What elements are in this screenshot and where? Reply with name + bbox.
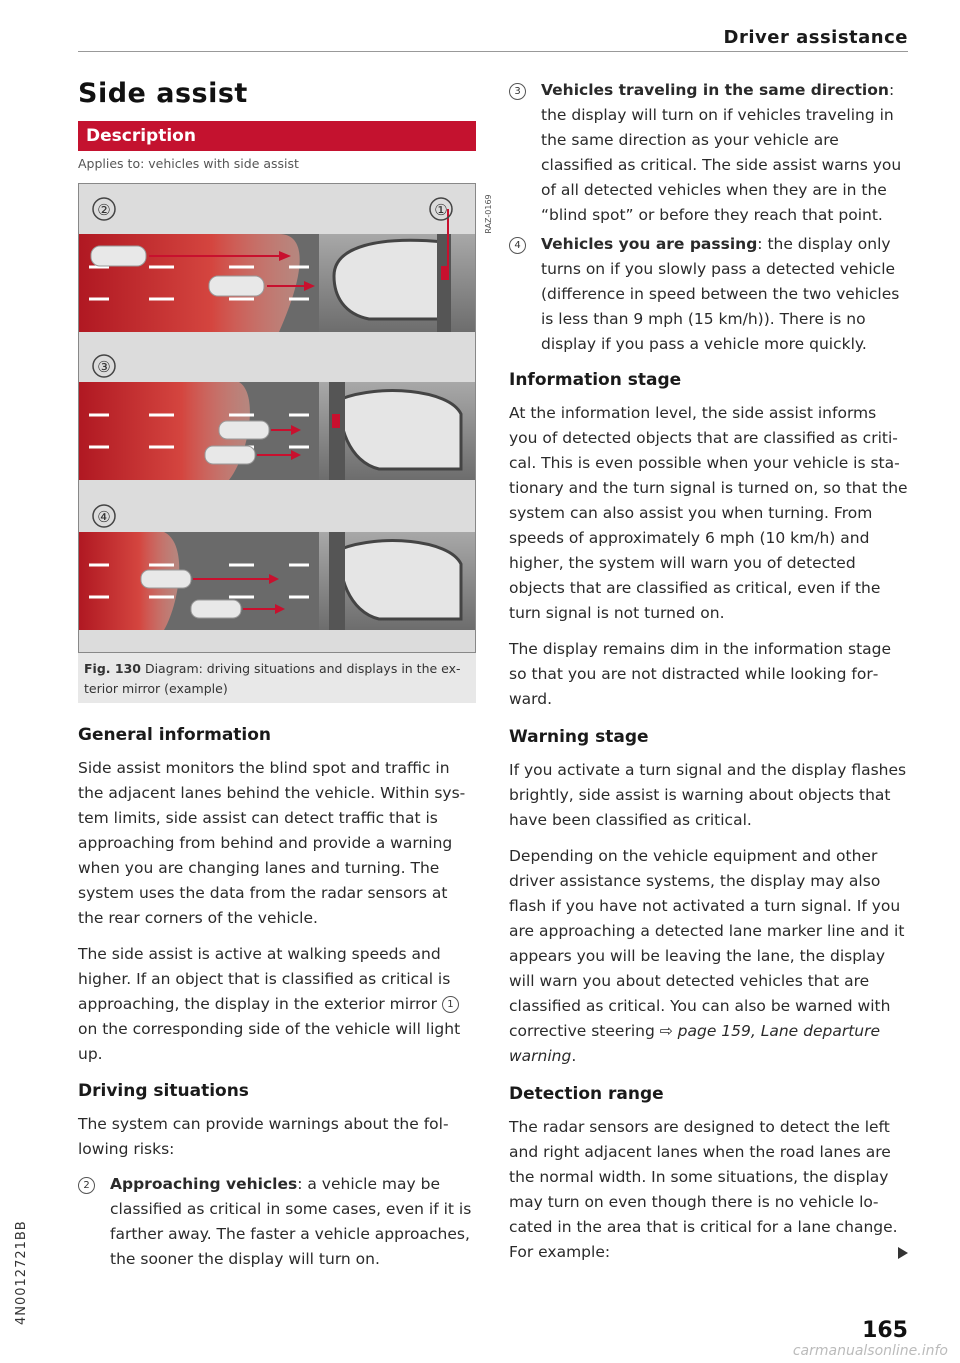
list-item [509,232,908,357]
detection-p1-text: The radar sensors are designed to detect the left and right adjacent lanes when the road lanes are the normal width. In some situations, the display may turn on even though there is no vehicle located in the area that is critical for a lane change. For example: [509,1118,898,1261]
figure-label-3: ③ [97,358,111,376]
information-p2: The display remains dim in the information stage so that you are not distracted while looking forward. [509,640,892,708]
right-column [509,78,908,1265]
figure-caption [78,653,476,703]
warning-p2-a: Depending on the vehicle equipment and other driver assistance systems, the display may also flash if you have not activated a turn signal. If you are approaching a detected lane marker line and it appears you will be leaving the lane, the display will warn you about detected vehicles that are classified as critical. You can also be warned with corrective steering [509,847,905,1040]
general-p2-b: on the corresponding side of the vehicle will light up. [78,1020,461,1063]
document-code: 4N0012721BB [14,1220,29,1325]
description-bar: Description [78,121,476,151]
page-number: 165 [862,1318,908,1343]
list-item [78,1172,476,1272]
general-p2-a: The side assist is active at walking speeds and higher. If an object that is classified as critical is approaching, the display in the exterior mirror [78,945,451,1013]
detection-heading: Detection range [509,1084,664,1104]
figure-caption-text: Diagram: driving situations and displays in the exterior mirror (example) [84,661,461,696]
callout-ref: 1 [442,996,459,1013]
warning-heading: Warning stage [509,727,649,747]
item-number: 4 [509,237,526,254]
applies-note: Applies to: vehicles with side assist [78,156,299,171]
page-reference-link[interactable]: ⇨ page 159, Lane departure warning [509,1022,881,1065]
figure-label-1: ① [434,201,448,219]
item-number: 3 [509,83,526,100]
item-bold: Vehicles traveling in the same direction [541,81,889,99]
information-p1: At the information level, the side assist informs you of detected objects that are classified as critical. This is even possible when your vehicle is stationary and the turn signal is turned on, so that the system can also assist you when turning. From speeds of approximately 6 mph (10 km/h) and higher, the system will warn you of detected objects that are classified as critical, even if the turn signal is not turned on. [509,404,908,622]
warning-p1: If you activate a turn signal and the display flashes brightly, side assist is warning about objects that have been classified as critical. [509,761,907,829]
figure-label-2: ② [97,201,111,219]
item-text: : the display will turn on if vehicles traveling in the same direction as your vehicle are classified as critical. The side assist warns you of all detected vehicles when they are in the “blind spot” or before they reach that point. [541,81,902,224]
information-heading: Information stage [509,370,682,390]
figure-code: RAZ-0169 [484,194,493,234]
figure-diagram [78,183,493,653]
general-p2 [78,942,476,1067]
driving-heading: Driving situations [78,1081,249,1101]
driving-intro: The system can provide warnings about the following risks: [78,1115,449,1158]
side-assist-diagram [79,184,493,652]
watermark: carmanualsonline.info [792,1343,948,1359]
detection-p1 [509,1115,908,1265]
item-text: : a vehicle may be classified as critical in some cases, even if it is farther away. The faster a vehicle approaches, the sooner the display will turn on. [110,1175,472,1268]
item-number: 2 [78,1177,95,1194]
figure-label-4: ④ [97,508,111,526]
item-text: : the display only turns on if you slowly pass a detected vehicle (difference in speed between the two vehicles is less than 9 mph (15 km/h)). There is no display if you pass a vehicle more quickly. [541,235,900,353]
continue-arrow-icon [898,1247,908,1259]
page-title: Side assist [78,78,248,109]
list-item [509,78,908,228]
header-rule [78,51,908,52]
left-column [78,78,493,1272]
warning-p2 [509,844,908,1069]
item-bold: Approaching vehicles [110,1175,298,1193]
running-header: Driver assistance [723,27,908,48]
warning-p2-b: . [571,1047,577,1065]
general-heading: General information [78,725,272,745]
item-bold: Vehicles you are passing [541,235,758,253]
figure-number: Fig. 130 [84,661,141,676]
general-p1: Side assist monitors the blind spot and traffic in the adjacent lanes behind the vehicle. Within system limits, side assist can detect traffic that is approaching from behind and provide a warning when you are changing lanes and turning. The system uses the data from the radar sensors at the rear corners of the vehicle. [78,759,466,927]
